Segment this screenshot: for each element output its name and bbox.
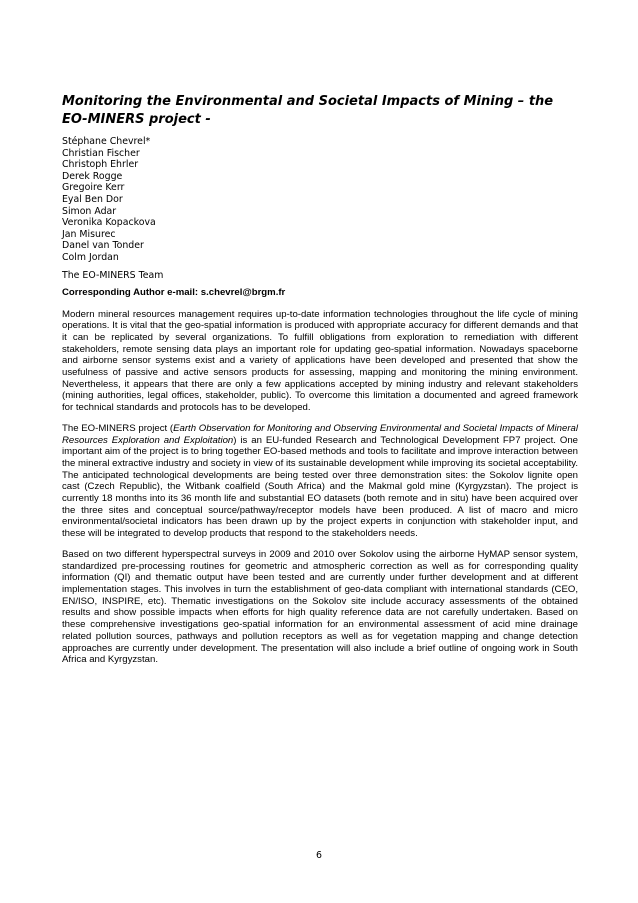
abstract-paragraph-3: Based on two different hyperspectral surveys in 2009 and 2010 over Sokolov using the airborne HyMAP sensor system, standardized pre-processing routines for geometric and atmospheric correction as well as for corresponding quality information (QI) and thematic output have been tested and are currently under further development and at different implementation stages. This involves in turn the establishment of geo-data compliant with international standards (CEO, EN/ISO, INSPIRE, etc). Thematic investigations on the Sokolov site include accuracy assessments of the obtained results and show possible impacts when efforts for high quality reference data are not carefully undertaken. Based on these comprehensive investigations geo-spatial information for an environmental assessment of acid mine drainage related pollution sources, pathways and pollution receptors as well as for vegetation mapping and change detection approaches are currently under development. The presentation will also include a brief outline of ongoing work in South Africa and Kyrgyzstan. bbox=[62, 548, 578, 666]
author-name: Gregoire Kerr bbox=[62, 182, 125, 194]
author-list bbox=[62, 136, 578, 264]
author-name: Christoph Ehrler bbox=[62, 159, 139, 171]
author-name: Danel van Tonder bbox=[62, 240, 144, 252]
author-name: Veronika Kopackova bbox=[62, 217, 156, 229]
document-title: Monitoring the Environmental and Societal Impacts of Mining – the EO-MINERS project - bbox=[62, 94, 554, 127]
author-name: Simon Adar bbox=[62, 205, 117, 217]
paragraph-text: The EO-MINERS project ( bbox=[62, 422, 174, 434]
team-name: The EO-MINERS Team bbox=[62, 269, 164, 281]
abstract-paragraph-1: Modern mineral resources management requires up-to-date information technologies throughout the life cycle of mining operations. It is vital that the geo-spatial information is produced with appropriate accuracy for different demands and that it can be replicated by several organizations. To fulfill obligations from exploration to remediation with different stakeholders, remote sensing data plays an important role for updating geo-spatial information. Nowadays spaceborne and airborne sensor systems exist and a variety of applications have been developed and presented that show the usefulness of passive and active sensors products for assessing, mapping and monitoring the mining environment. Nevertheless, it appears that there are only a few applications accepted by mining industry and relevant stakeholders (mining authorities, legal offices, stakeholder, public). To overcome this limitation a documented and agreed framework for technical standards and protocols has to be developed. bbox=[62, 308, 578, 414]
author-name: Christian Fischer bbox=[62, 147, 140, 159]
corresponding-author: Corresponding Author e-mail: s.chevrel@brgm.fr bbox=[62, 286, 286, 298]
author-name: Derek Rogge bbox=[62, 170, 123, 182]
project-full-name: Earth Observation for Monitoring and Observing Environmental and Societal Impacts of Mineral Resources Exploration and Exploitation bbox=[62, 422, 579, 446]
author-name: Colm Jordan bbox=[62, 251, 119, 263]
author-name: Jan Misurec bbox=[62, 228, 116, 240]
author-name: Eyal Ben Dor bbox=[62, 193, 123, 205]
page-number: 6 bbox=[316, 850, 322, 861]
paragraph-text: ) is an EU-funded Research and Technological Development FP7 project. One important aim of the project is to bring together EO-based methods and tools to facilitate and improve interaction between the mineral extractive industry and society in view of its sustainable development while improving its societal acceptability. The anticipated technological developments are being tested over three demonstration sites: the Sokolov lignite open cast (Czech Republic), the Witbank coalfield (South Africa) and the Makmal gold mine (Kyrgyzstan). The project is currently 18 months into its 36 month life and substantial EO datasets (both remote and in situ) have been acquired over the three sites and conceptual source/pathway/receptor models have been produced. A list of macro and micro environmental/societal indicators has been drawn up by the project experts in conjunction with stakeholder input, and these will be integrated to develop products that respond to the stakeholders needs. bbox=[62, 434, 578, 540]
abstract-paragraph-2 bbox=[62, 423, 578, 540]
document-page bbox=[62, 93, 578, 675]
author-name: Stéphane Chevrel* bbox=[62, 136, 151, 147]
